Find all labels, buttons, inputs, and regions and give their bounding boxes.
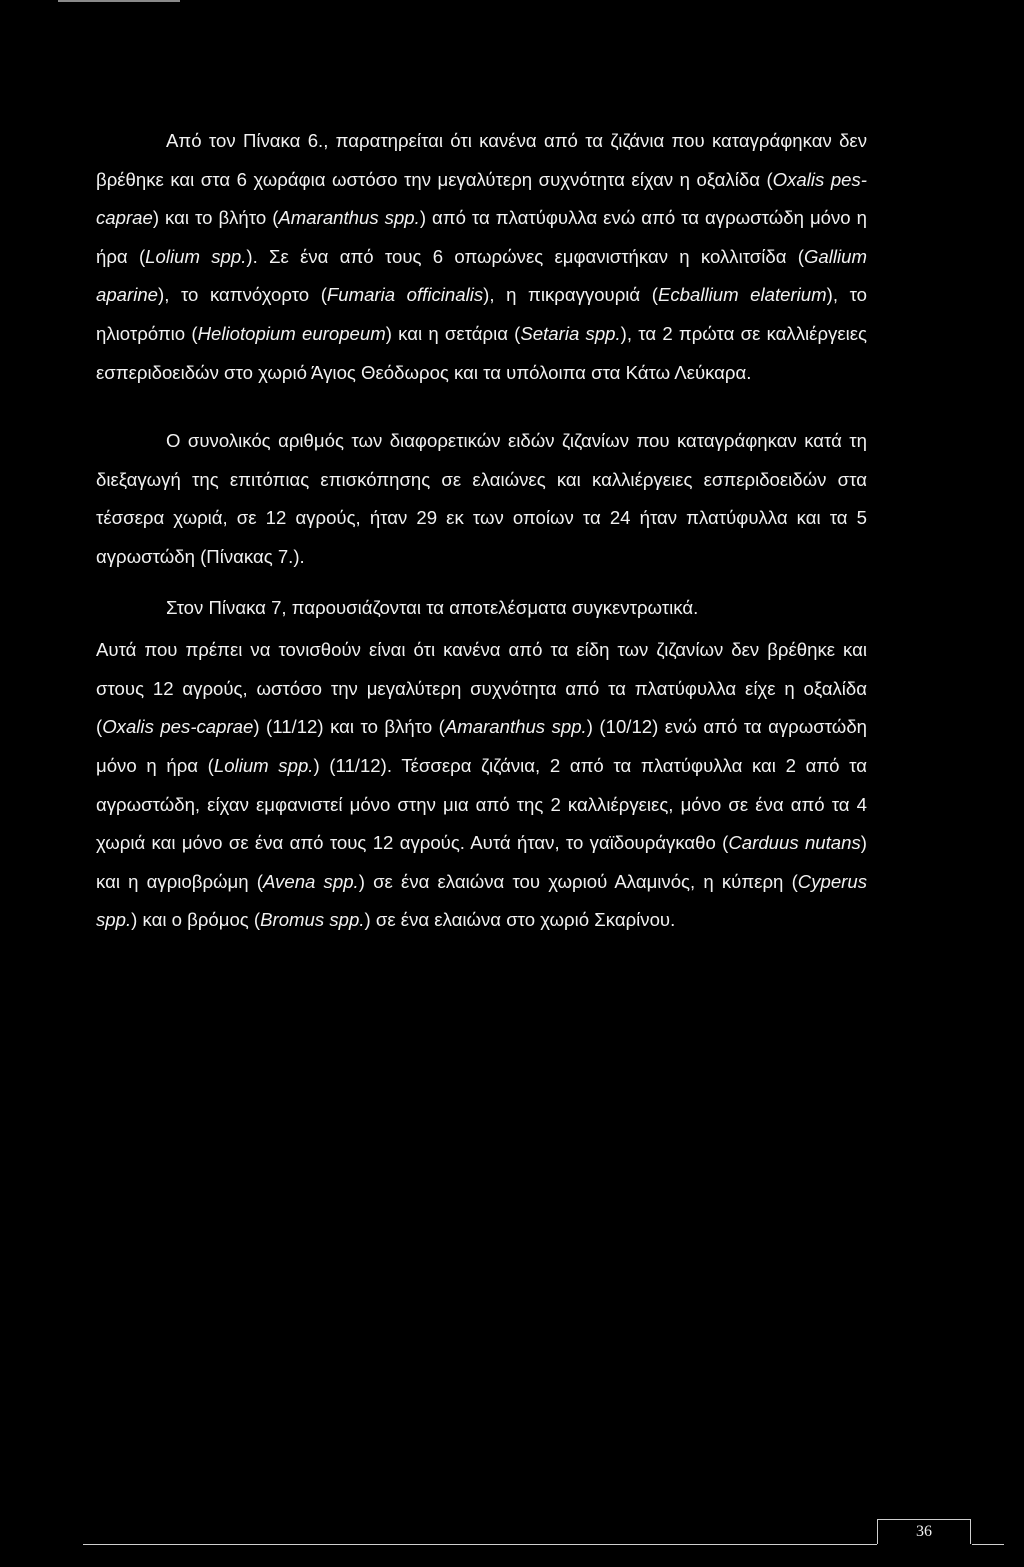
text-run: ), το ηλιοτρόπιο ( [96, 284, 867, 344]
scientific-name: Bromus spp. [260, 909, 365, 931]
scientific-name: Heliotopium europeum [197, 322, 386, 344]
scientific-name: Oxalis pes-caprae [96, 168, 867, 229]
scientific-name: Fumaria officinalis [326, 284, 484, 306]
text-run: ) από τα πλατύφυλλα ενώ από τα αγρωστώδη μόνο η ήρα ( [96, 207, 867, 267]
page-number-box [877, 1519, 971, 1544]
text-run: Αυτά που πρέπει να τονισθούν είναι ότι κανένα από τα είδη των ζιζανίων δεν βρέθηκε και στους 12 αγρούς, ωστόσο την μεγαλύτερη συχνότητα από τα πλατύφυλλα είχε η οξαλίδα ( [96, 639, 867, 738]
text-run: ) σε ένα ελαιώνα στο χωριό Σκαρίνου. [364, 909, 676, 931]
scientific-name: Avena spp. [262, 870, 359, 892]
text-run: ). Σε ένα από τους 6 οπωρώνες εμφανιστήκαν η κολλιτσίδα ( [246, 245, 804, 267]
scientific-name: Setaria spp. [520, 322, 621, 344]
scientific-name: Cyperus spp. [96, 870, 868, 931]
text-run: ) (10/12) ενώ από τα αγρωστώδη μόνο η ήρα ( [96, 716, 868, 776]
text-run: ), η πικραγγουριά ( [483, 284, 658, 306]
text-run: Ο συνολικός αριθμός των διαφορετικών ειδών ζιζανίων που καταγράφηκαν κατά τη διεξαγωγή της επιτόπιας επισκόπησης σε ελαιώνες και καλλιέργειες εσπεριδοειδών στα τέσσερα χωριά, σε 12 αγρούς, ήταν 29 εκ των οποίων τα 24 ήταν πλατύφυλλα και τα 5 αγρωστώδη (Πίνακας 7.). [96, 430, 867, 567]
document-body [96, 122, 867, 940]
scientific-name: Oxalis pes-caprae [102, 716, 254, 738]
scientific-name: Amaranthus spp. [444, 716, 587, 738]
scientific-name: Carduus nutans [728, 832, 861, 854]
paragraph-table-7-intro [96, 589, 867, 628]
footer-rule [83, 1544, 877, 1545]
scientific-name: Ecballium elaterium [657, 284, 827, 306]
scientific-name: Gallium aparine [96, 245, 867, 306]
paragraph-total-species [96, 422, 867, 576]
text-run: ) και η σετάρια ( [385, 322, 521, 344]
scientific-name: Lolium spp. [213, 754, 314, 776]
scientific-name: Lolium spp. [145, 245, 247, 267]
footer-rule-right [972, 1544, 1004, 1545]
page-number: 36 [916, 1523, 932, 1540]
paragraph-table-7-findings [96, 631, 867, 940]
text-run: ) σε ένα ελαιώνα του χωριού Αλαμινός, η κύπερη ( [358, 870, 798, 892]
text-run: Στον Πίνακα 7, παρουσιάζονται τα αποτελέσματα συγκεντρωτικά. [166, 596, 699, 618]
text-run: ) και ο βρόμος ( [131, 909, 261, 931]
scientific-name: Amaranthus spp. [278, 207, 420, 229]
text-run: ) και η αγριοβρώμη ( [96, 832, 867, 892]
text-run: ), το καπνόχορτο ( [158, 284, 327, 306]
text-run: ) (11/12). Τέσσερα ζιζάνια, 2 από τα πλατύφυλλα και 2 από τα αγρωστώδη, είχαν εμφανιστεί μόνο στην μια από της 2 καλλιέργειες, μόνο σε ένα από τα 4 χωριά και μόνο σε ένα από τους 12 αγρούς. Αυτά ήταν, το γαϊδουράγκαθο ( [96, 754, 867, 854]
top-edge-rule [58, 0, 180, 2]
text-run: ) και το βλήτο ( [152, 207, 279, 229]
text-run: ) (11/12) και το βλήτο ( [253, 716, 445, 738]
text-run: Από τον Πίνακα 6., παρατηρείται ότι κανένα από τα ζιζάνια που καταγράφηκαν δεν βρέθηκε και στα 6 χωράφια ωστόσο την μεγαλύτερη συχνότητα είχαν η οξαλίδα ( [96, 130, 867, 190]
paragraph-table-6-findings [96, 122, 867, 392]
text-run: ), τα 2 πρώτα σε καλλιέργειες εσπεριδοειδών στο χωριό Άγιος Θεόδωρος και τα υπόλοιπα στα Κάτω Λεύκαρα. [96, 322, 867, 383]
